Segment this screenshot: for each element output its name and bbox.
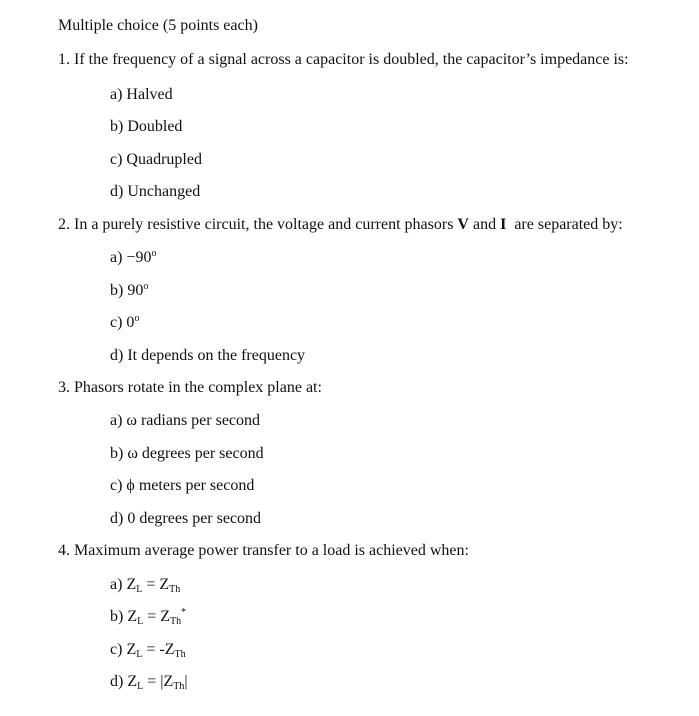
q1-option-b: b) Doubled <box>110 118 183 135</box>
q2-option-d: d) It depends on the frequency <box>110 347 306 364</box>
q4-option-a: a) ZL = ZTh <box>110 576 181 595</box>
q4-option-b: b) ZL = ZTh* <box>110 607 187 627</box>
question-4: 4. Maximum average power transfer to a load is achieved when: <box>58 542 469 559</box>
q1-option-a: a) Halved <box>110 86 173 103</box>
question-2: 2. In a purely resistive circuit, the voltage and current phasors V and I are separated by: <box>58 216 623 233</box>
q3-option-c: c) ϕ meters per second <box>110 477 255 494</box>
q4-option-c: c) ZL = -ZTh <box>110 641 186 660</box>
q1-option-c: c) Quadrupled <box>110 151 202 168</box>
q4-option-d: d) ZL = |ZTh| <box>110 673 188 692</box>
q1-option-d: d) Unchanged <box>110 183 201 200</box>
question-1: 1. If the frequency of a signal across a capacitor is doubled, the capacitor’s impedance is: <box>58 51 629 68</box>
section-title: Multiple choice (5 points each) <box>58 17 258 34</box>
q3-option-a: a) ω radians per second <box>110 412 261 429</box>
q2-option-c: c) 0$^o$ <box>110 313 140 331</box>
question-3: 3. Phasors rotate in the complex plane at: <box>58 379 322 396</box>
q2-option-a: $a) -90^o$ <box>110 248 157 266</box>
q3-option-d: d) 0 degrees per second <box>110 510 262 527</box>
q3-option-b: b) ω degrees per second <box>110 445 264 462</box>
q2-option-b: b) 90$^o$ <box>110 281 149 299</box>
